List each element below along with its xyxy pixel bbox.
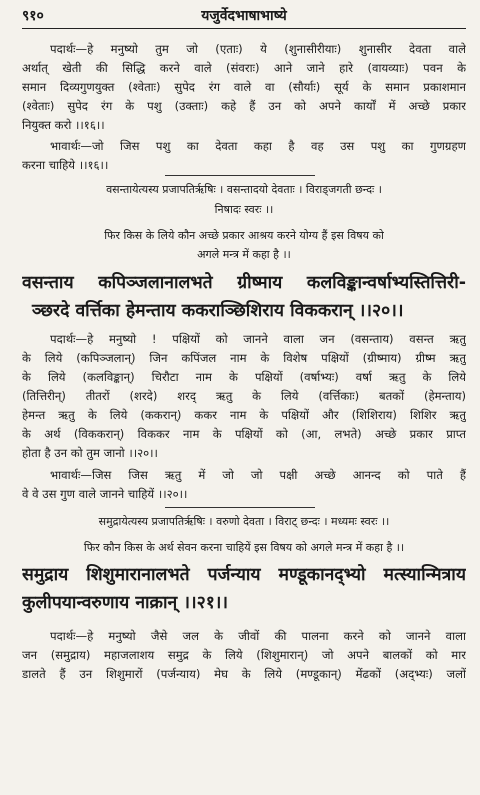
text-line: जन (समुद्राय) महाजलाशय समुद्र के लिये (शिशुमारान्) जो अपने बालकों को मार	[22, 648, 466, 662]
text-line: के लिये (कपिञ्जलान्) जिन कपिंजल नाम के विशेष पक्षियों (ग्रीष्माय) ग्रीष्म ऋतु	[22, 351, 466, 365]
page-header	[22, 6, 466, 29]
text-line: वसन्तायेत्यस्य प्रजापतिर्ऋषिः । वसन्तादयो देवताः । विराड्जगती छन्दः ।	[106, 183, 382, 196]
text-line: अर्थात् खेती की सिद्धि करने वाले (संवराः) आने जाने हारे (वायव्याः) पवन के	[22, 61, 466, 75]
text-line: फिर किस के लिये कौन अच्छे प्रकार आश्रय करने योग्य हैं इस विषय को	[104, 229, 384, 242]
rule-above-meta-2	[165, 507, 315, 508]
rule-above-meta-1	[165, 175, 315, 176]
text-line: (श्वेताः) सुपेद रंग के पशु (उक्ताः) कहे हैं उन को अपने कार्यों में अच्छे प्रकार	[22, 99, 466, 113]
text-line: नियुक्त करो ।।१६।।	[22, 118, 105, 132]
text-line: समुद्रायेत्यस्य प्रजापतिर्ऋषिः । वरुणो देवता । विराट् छन्दः । मध्यमः स्वरः ।।	[98, 515, 390, 528]
text-line: समान दिव्यगुणयुक्त (श्वेताः) सुपेद रंग वाले वा (सौर्याः) सूर्य के समान प्रकाशमान	[22, 80, 466, 94]
text-line: भावार्थः—जो जिस पशु का देवता कहा है वह उस पशु का गुणग्रहण	[50, 139, 466, 153]
text-line: वे वे उस गुण वाले जानने चाहियें ।।२०।।	[22, 487, 188, 501]
text-line: भावार्थः—जिस जिस ऋतु में जो जो पक्षी अच्छे आनन्द को पाते हैं	[50, 468, 466, 482]
page-number: ९१०	[22, 8, 44, 24]
text-line: अगले मन्त्र में कहा है ।।	[197, 248, 291, 261]
text-line: होता है उन को तुम जानो ।।२०।।	[22, 446, 158, 460]
text-line: निषादः स्वरः ।।	[214, 203, 274, 216]
text-line: के लिये (कलविङ्कान्) चिरौटा नाम के पक्षियों (वर्षाभ्यः) वर्षा ऋतु के लिये	[22, 370, 466, 384]
text-line: फिर कौन किस के अर्थ सेवन करना चाहियें इस विषय को अगले मन्त्र में कहा है ।।	[83, 541, 405, 554]
text-line: (तित्तिरीन्) तीतरों (शरदे) शरद् ऋतु के लिये (वर्त्तिकाः) बतकों (हेमन्ताय)	[22, 389, 466, 403]
text-line: वसन्ताय कपिञ्जलानालभते ग्रीष्माय कलविङ्कान्वर्षाभ्यस्तित्तिरी-	[22, 273, 466, 293]
text-line: पदार्थः—हे मनुष्यो जैसे जल के जीवों की पालना करने को जानने वाला	[50, 629, 466, 643]
text-line: कुलीपयान्वरुणाय नाक्रान् ।।२१।।	[22, 593, 229, 613]
text-line: हेमन्त ऋतु के लिये (ककरान्) ककर नाम के पक्षियों और (शिशिराय) शिशिर ऋतु	[22, 408, 466, 422]
running-title: यजुर्वेदभाषाभाष्ये	[201, 8, 287, 24]
text-line: पदार्थः—हे मनुष्यो ! पक्षियों को जानने वाला जन (वसन्ताय) वसन्त ऋतु	[50, 332, 466, 346]
text-line: करना चाहिये ।।१६।।	[22, 158, 109, 172]
text-line: पदार्थः—हे मनुष्यो तुम जो (एताः) ये (शुनासीरीयाः) शुनासीर देवता वाले	[50, 42, 466, 56]
text-line: ञ्छरदे वर्त्तिका हेमन्ताय ककराञ्छिशिराय विककरान् ।।२०।।	[32, 301, 404, 321]
text-line: डालते हैं उन शिशुमारों (पर्जन्याय) मेघ के लिये (मण्डूकान्) मेंढकों (अद्भ्यः) जलों	[22, 667, 466, 681]
text-line: के अर्थ (विककरान्) विककर नाम के पक्षियों को (आ, लभते) अच्छे प्रकार प्राप्त	[22, 427, 466, 441]
text-line: समुद्राय शिशुमारानालभते पर्जन्याय मण्डूकानद्भ्यो मत्स्यान्मित्राय	[22, 565, 466, 585]
